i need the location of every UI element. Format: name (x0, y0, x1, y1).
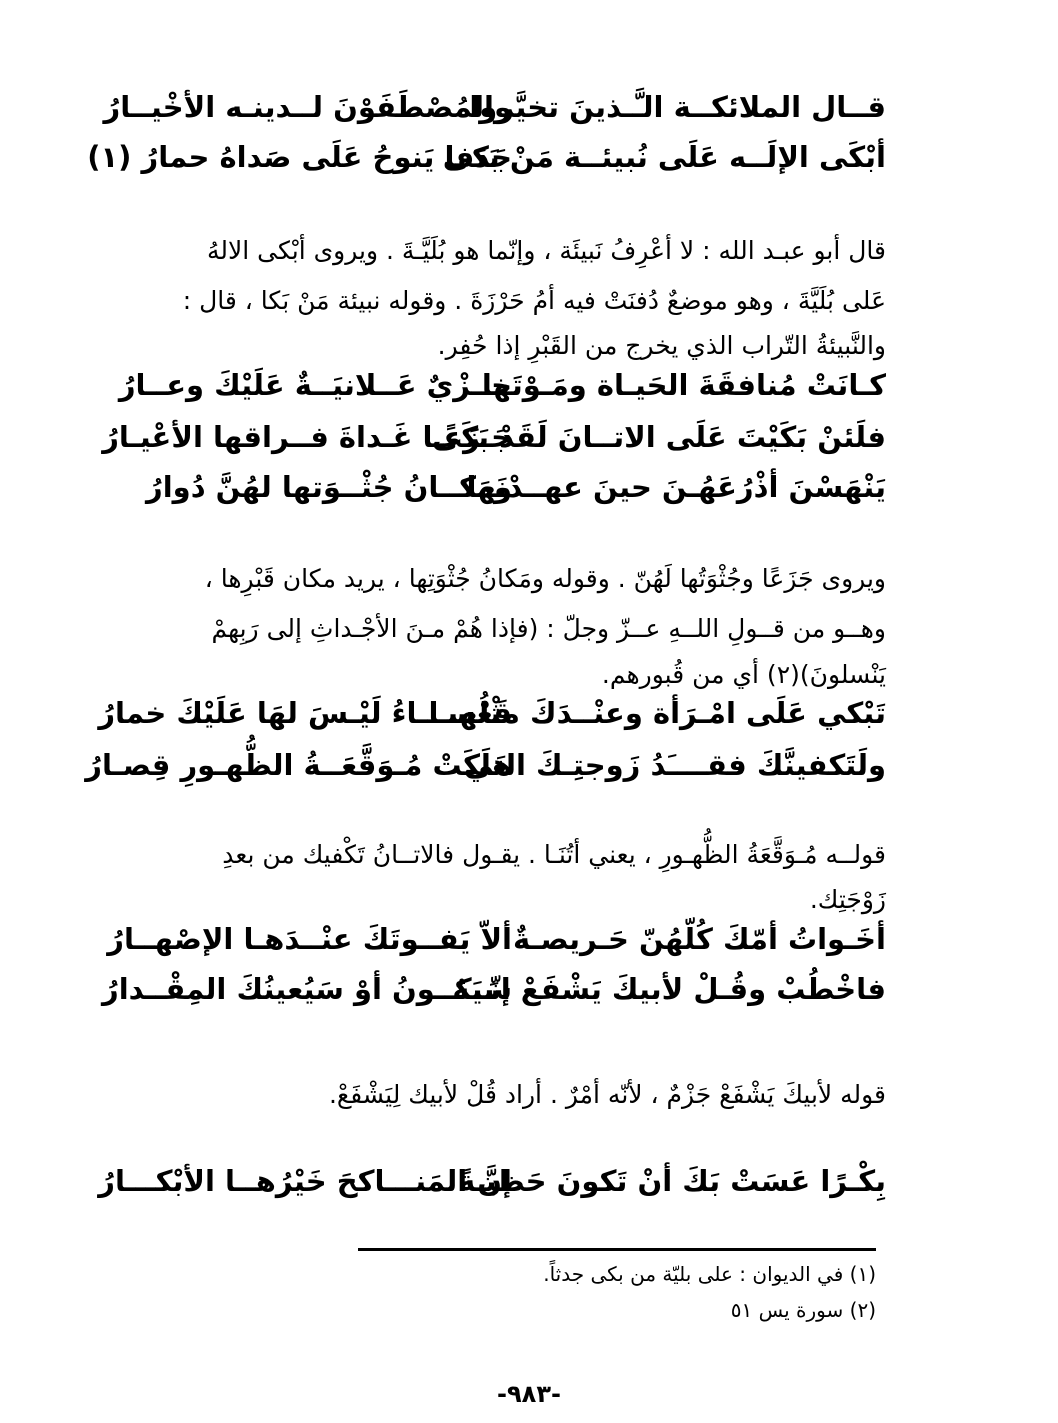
commentary-line: قوله لأبيكَ يَشْفَعْ جَزْمٌ ، لأنّه أمْرٌ . أراد قُلْ لأبيك لِيَشْفَعْ. (328, 1080, 886, 1109)
verse-line (146, 464, 886, 510)
verse-first-hemistich: فاخْطُبْ وقُـلْ لأبيكَ يَشْفَعْ إنّــهُ (452, 972, 886, 1006)
commentary-line: قال أبو عبـد الله : لا أعْرِفُ نَبيئَة ، وإنّما هو بُلَيَّـةَ . ويروى أبْكى الالهُ (206, 236, 886, 265)
verse-second-hemistich: ألاّ يَفــوتَكَ عنْــدَهـا الإصْهــارُ (107, 922, 512, 956)
verse-line (103, 84, 886, 130)
commentary-line: ويروى جَزَعًا وجُثْوَتُها لَهُنّ . وقوله ومَكانُ جُثْوَتِها ، يريد مكان قَبْرِها ، (204, 564, 886, 593)
verse-second-hemistich: سَيَكــونُ أوْ سَيُعينُكَ المِقْــدارُ (102, 972, 512, 1006)
commentary-paragraph (156, 1070, 886, 1120)
verse-first-hemistich: يَنْهَسْنَ أذْرُعَهُـنَ حينَ عهــدْنَها (466, 470, 886, 504)
verse-line (87, 134, 886, 180)
verse-first-hemistich: كـانَتْ مُنافقَةَ الحَيـاة ومَـوْتَها (481, 368, 886, 402)
verse-second-hemistich: جَـزَعًـا غَـداةَ فــراقها الأعْيـارُ (102, 420, 512, 454)
verse-second-hemistich: خــزْيٌ عَــلانيَــةٌ عَلَيْكَ وعــارُ (118, 368, 512, 402)
verse-line (118, 362, 886, 408)
verse-line (102, 966, 886, 1012)
verse-second-hemistich: هَلَكَتْ مُـوَقَّعَــةُ الظُّهـورِ قِصـارُ (85, 748, 512, 782)
footnote: (٢) سورة يس ٥١ (730, 1298, 876, 1322)
verse-line (85, 742, 886, 788)
verse-line (107, 916, 886, 962)
commentary-line: زَوْجَتِك. (809, 885, 886, 914)
verse-second-hemistich: جَدَفا يَنوحُ عَلَى صَداهُ حمارُ (١) (87, 140, 512, 174)
verse-line (98, 690, 886, 736)
verse-line (98, 1158, 886, 1204)
commentary-line: والنَّبيئةُ التّراب الذي يخرج من القَبْرِ إذا حُفِر. (437, 331, 886, 360)
verse-second-hemistich: إن المَنـــاكحَ خَيْرُهــا الأبْكـــارُ (98, 1164, 512, 1198)
footnote-separator (358, 1248, 876, 1251)
verse-first-hemistich: بِكْـرًا عَسَتْ بَكَ أنْ تَكونَ حَظيَّـةً (458, 1164, 886, 1198)
commentary-line: قولــه مُـوَقَّعَةُ الظُّهـورِ ، يعني أتُنَـا . يقـول فالاتــانُ تَكْفيك من بعدِ (222, 840, 886, 869)
commentary-paragraph (156, 554, 886, 696)
footnote: (١) في الديوان : على بليّة من بكى جدثاً. (543, 1262, 876, 1286)
verse-second-hemistich: قَعْســـاءُ لَيْـسَ لهَا عَلَيْكَ خمارُ (98, 696, 512, 730)
verse-second-hemistich: ومَكــانُ جُثْــوَتها لهُنَّ دُوارُ (146, 470, 512, 504)
page-number: -٩٨٣- (497, 1380, 561, 1408)
verse-first-hemistich: أبْكَى الإلَــه عَلَى نُبيئــة مَنْ بَكى (442, 140, 886, 174)
verse-first-hemistich: فلَئنْ بَكَيْتَ عَلَى الاتــانَ لَقَدْ بَكَى (431, 420, 886, 454)
commentary-line: عَلى بُلَيَّةَ ، وهو موضعٌ دُفنَتْ فيه أمُ حَرْزَةَ . وقوله نبيئة مَنْ بَكا ، قال : (182, 286, 886, 315)
commentary-paragraph (156, 226, 886, 366)
commentary-line: يَنْسلونَ)(٢) أي من قُبورهم. (601, 660, 886, 689)
verse-first-hemistich: ولَتَكفينَّكَ فقــــَدُ زَوجتِـكَ التي (463, 748, 886, 782)
commentary-line: وهــو من قــولِ اللــهِ عــزّ وجلّ : (فإذا هُمْ مـنَ الأجْـداثِ إلى رَبِهمْ (211, 614, 886, 643)
verse-first-hemistich: أخَـواتُ أمّكَ كُلّهُنّ حَـريصـةٌ (513, 922, 886, 956)
verse-first-hemistich: تَبْكي عَلَى امْـرَأة وعنْــدَكَ مثْلُهــا (428, 696, 886, 730)
verse-line (102, 414, 886, 460)
verse-second-hemistich: والمُصْطَفَوْنَ لــدينـه الأخْيــارُ (103, 90, 512, 124)
verse-first-hemistich: قــال الملائكــة الـَّـذينَ تخيَّروا (469, 90, 886, 124)
commentary-paragraph (156, 830, 886, 920)
